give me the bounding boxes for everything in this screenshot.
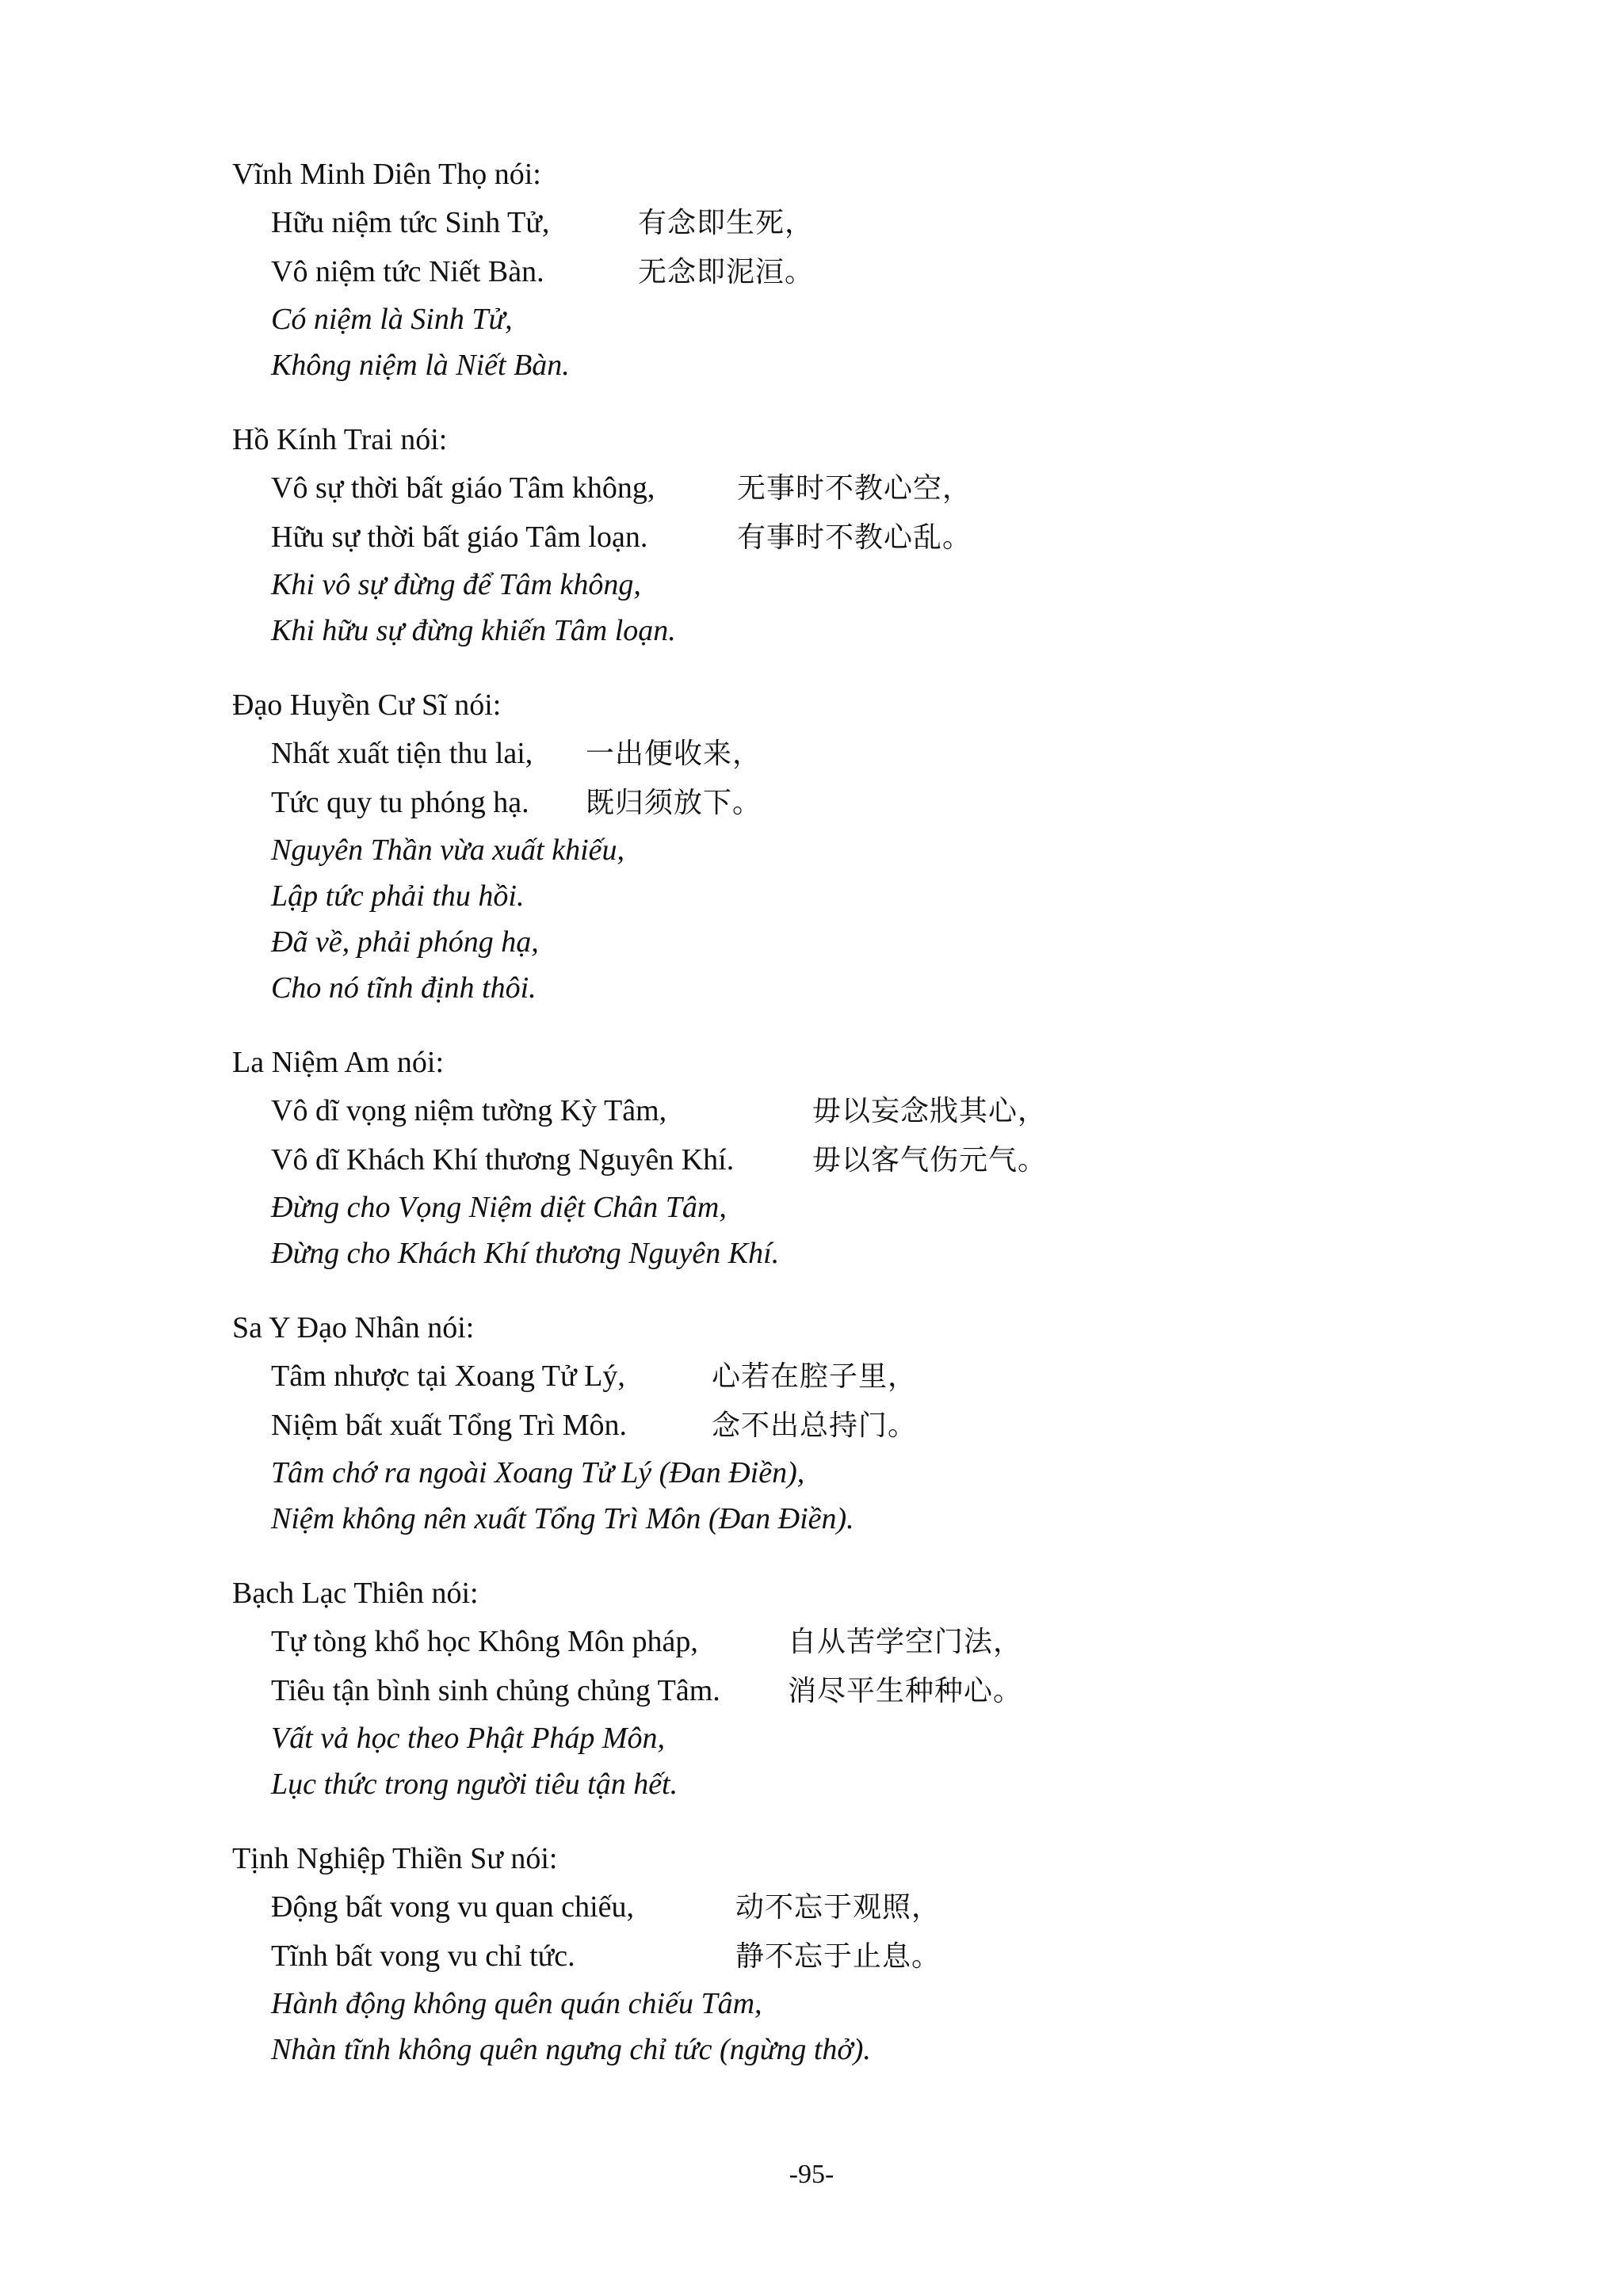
chinese-text: 自从苦学空门法， xyxy=(788,1626,1023,1658)
quote-section xyxy=(232,1304,1421,1542)
chinese-text: 念不出总持门。 xyxy=(712,1409,918,1442)
chinese-text: 静不忘于止息。 xyxy=(735,1940,941,1973)
chinese-text: 既归须放下。 xyxy=(586,787,762,819)
verse-line xyxy=(271,1932,1421,1981)
vietnamese-text: Tâm nhược tại Xoang Tử Lý, xyxy=(271,1360,625,1393)
verse-line xyxy=(271,1882,1421,1932)
translation-line: Đừng cho Khách Khí thương Nguyên Khí. xyxy=(271,1237,780,1270)
verse-line xyxy=(271,463,1421,513)
translation-line: Khi vô sự đừng để Tâm không, xyxy=(271,568,641,601)
translation-line: Niệm không nên xuất Tổng Trì Môn (Đan Điền). xyxy=(271,1502,854,1535)
chinese-text: 动不忘于观照， xyxy=(735,1891,941,1924)
section-heading: Sa Y Đạo Nhân nói: xyxy=(232,1311,475,1344)
verse-line xyxy=(271,1617,1421,1666)
chinese-text: 毋以客气伤元气。 xyxy=(812,1144,1048,1177)
vietnamese-text: Hữu niệm tức Sinh Tử, xyxy=(271,206,550,239)
vietnamese-text: Tự tòng khổ học Không Môn pháp, xyxy=(271,1625,698,1658)
verse-line xyxy=(271,778,1421,827)
quote-section xyxy=(232,1039,1421,1276)
quote-section xyxy=(232,1569,1421,1807)
verse-line xyxy=(271,1666,1421,1715)
section-heading: Vĩnh Minh Diên Thọ nói: xyxy=(232,158,541,191)
verse-line xyxy=(271,729,1421,778)
section-heading: Đạo Huyền Cư Sĩ nói: xyxy=(232,688,502,722)
chinese-text: 毋以妄念戕其心， xyxy=(812,1095,1048,1127)
page-number: -95- xyxy=(789,2160,834,2189)
chinese-text: 有念即生死， xyxy=(638,207,815,239)
translation-line: Có niệm là Sinh Tử, xyxy=(271,303,513,336)
chinese-text: 有事时不教心乱。 xyxy=(737,521,972,554)
quote-section xyxy=(232,1835,1421,2073)
verse-line xyxy=(271,198,1421,247)
translation-line: Hành động không quên quán chiếu Tâm, xyxy=(271,1987,762,2020)
translation-line: Nguyên Thần vừa xuất khiếu, xyxy=(271,833,625,867)
translation-line: Tâm chớ ra ngoài Xoang Tử Lý (Đan Điền), xyxy=(271,1456,805,1489)
translation-line: Vất vả học theo Phật Pháp Môn, xyxy=(271,1722,666,1755)
vietnamese-text: Vô niệm tức Niết Bàn. xyxy=(271,255,544,288)
translation-line: Lục thức trong người tiêu tận hết. xyxy=(271,1768,678,1801)
vietnamese-text: Tức quy tu phóng hạ. xyxy=(271,786,529,819)
quote-section xyxy=(232,681,1421,1011)
section-heading: Tịnh Nghiệp Thiền Sư nói: xyxy=(232,1842,558,1875)
vietnamese-text: Vô dĩ vọng niệm tường Kỳ Tâm, xyxy=(271,1094,667,1127)
vietnamese-text: Hữu sự thời bất giáo Tâm loạn. xyxy=(271,521,648,554)
translation-line: Nhàn tĩnh không quên ngưng chỉ tức (ngừng thở). xyxy=(271,2033,871,2066)
verse-line xyxy=(271,513,1421,562)
translation-line: Không niệm là Niết Bàn. xyxy=(271,349,570,382)
vietnamese-text: Tĩnh bất vong vu chỉ tức. xyxy=(271,1939,575,1973)
chinese-text: 无事时不教心空， xyxy=(737,472,972,505)
verse-line xyxy=(271,1352,1421,1401)
chinese-text: 消尽平生种种心。 xyxy=(788,1675,1023,1707)
vietnamese-text: Niệm bất xuất Tổng Trì Môn. xyxy=(271,1409,627,1442)
content-area xyxy=(232,151,1421,2100)
section-heading: Hồ Kính Trai nói: xyxy=(232,423,448,456)
quote-section xyxy=(232,151,1421,388)
vietnamese-text: Vô dĩ Khách Khí thương Nguyên Khí. xyxy=(271,1143,735,1177)
quote-section xyxy=(232,416,1421,654)
section-heading: Bạch Lạc Thiên nói: xyxy=(232,1577,479,1610)
vietnamese-text: Nhất xuất tiện thu lai, xyxy=(271,737,533,770)
translation-line: Lập tức phải thu hồi. xyxy=(271,879,525,913)
chinese-text: 一出便收来， xyxy=(586,738,762,770)
verse-line xyxy=(271,1086,1421,1135)
verse-line xyxy=(271,1135,1421,1184)
chinese-text: 无念即泥洹。 xyxy=(638,256,815,288)
translation-line: Đã về, phải phóng hạ, xyxy=(271,925,539,959)
verse-line xyxy=(271,1401,1421,1450)
vietnamese-text: Vô sự thời bất giáo Tâm không, xyxy=(271,471,655,505)
translation-line: Đừng cho Vọng Niệm diệt Chân Tâm, xyxy=(271,1191,727,1224)
verse-line xyxy=(271,247,1421,296)
vietnamese-text: Động bất vong vu quan chiếu, xyxy=(271,1890,635,1924)
translation-line: Cho nó tĩnh định thôi. xyxy=(271,971,537,1005)
chinese-text: 心若在腔子里， xyxy=(712,1360,918,1393)
vietnamese-text: Tiêu tận bình sinh chủng chủng Tâm. xyxy=(271,1674,720,1707)
section-heading: La Niệm Am nói: xyxy=(232,1046,445,1079)
translation-line: Khi hữu sự đừng khiến Tâm loạn. xyxy=(271,614,676,647)
